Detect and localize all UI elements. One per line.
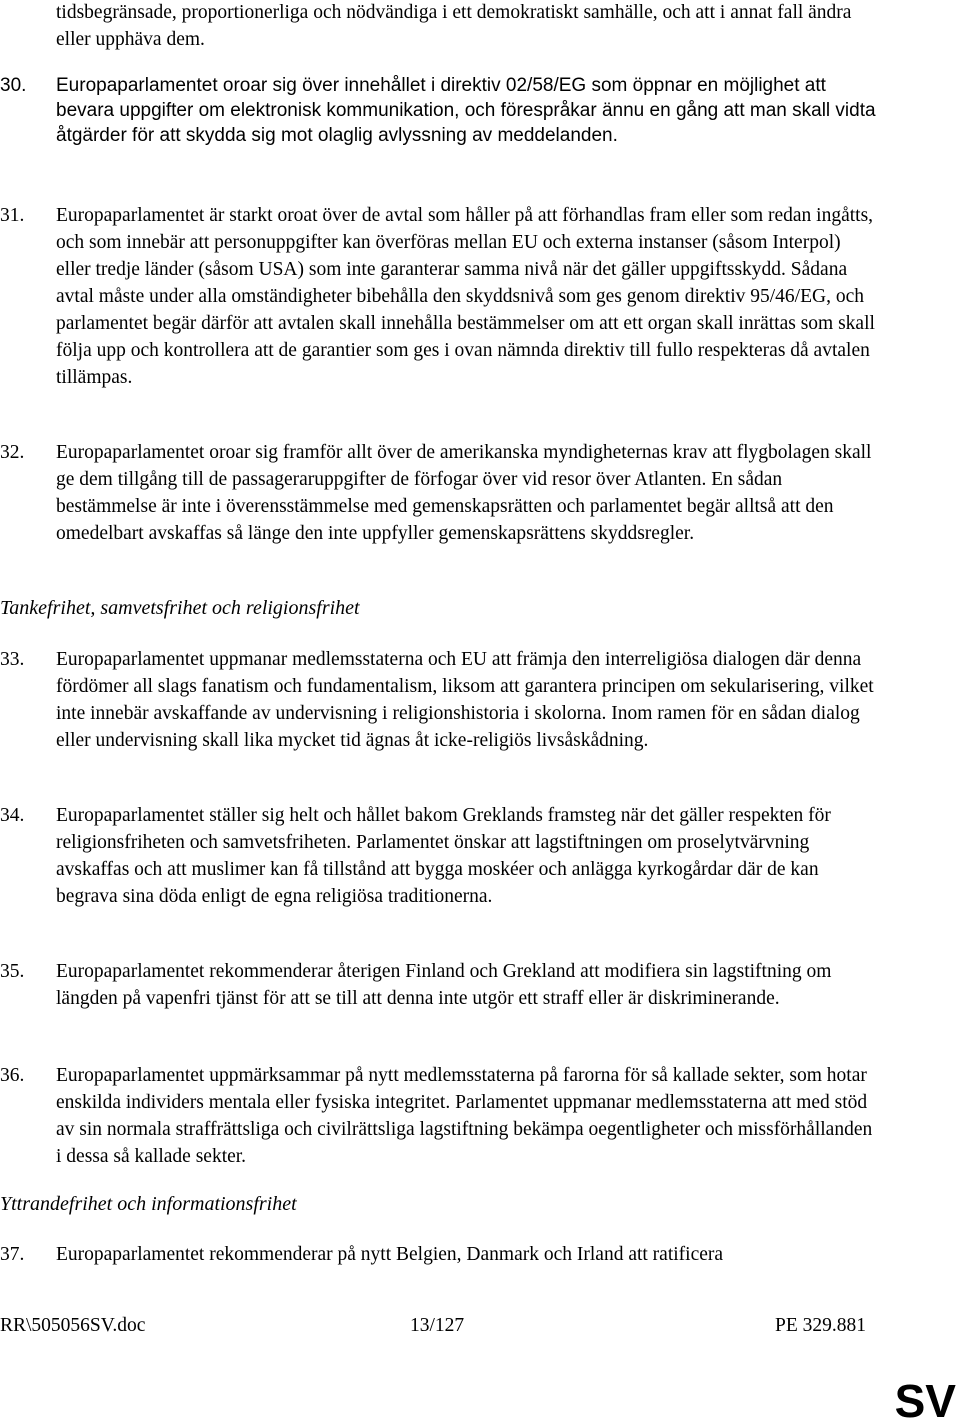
paragraph-number: 33.	[0, 649, 25, 670]
paragraph-30	[0, 73, 876, 148]
section-heading: Tankefrihet, samvetsfrihet och religionsfrihet	[0, 597, 360, 619]
paragraph-36	[0, 1062, 876, 1170]
continuation-paragraph: tidsbegränsade, proportionerliga och nödvändiga i ett demokratiskt samhälle, och att i annat fall ändra eller upphäva dem.	[56, 2, 852, 50]
paragraph-number: 30.	[0, 75, 27, 96]
paragraph-37	[0, 1241, 936, 1268]
footer-doc-reference: RR\505056SV.doc	[0, 1315, 146, 1336]
paragraph-32	[0, 439, 876, 547]
paragraph-35	[0, 958, 876, 1012]
paragraph-number: 34.	[0, 805, 25, 826]
language-code: SV	[894, 1375, 956, 1427]
paragraph-number: 35.	[0, 961, 25, 982]
paragraph-number: 32.	[0, 442, 25, 463]
footer-page-number: 13/127	[410, 1315, 465, 1336]
paragraph-31	[0, 202, 876, 391]
paragraph-text: Europaparlamentet uppmanar medlemsstaterna och EU att främja den interreligiösa dialogen där denna fördömer all slags fanatism och fundamentalism, liksom att garantera principen om sekularisering, vilket inte innebär avskaffande av undervisning i religionshistoria i skolorna. Inom ramen för en sådan dialog eller undervisning skall lika mycket tid ägnas åt icke-religiös livsåskådning.	[56, 649, 874, 751]
paragraph-text: Europaparlamentet ställer sig helt och hållet bakom Greklands framsteg när det gäller respekten för religionsfriheten och samvetsfriheten. Parlamentet önskar att lagstiftningen om proselytvärvning avskaffas och att muslimer kan få tillstånd att bygga moskéer och anlägga kyrkogårdar där de kan begrava sina döda enligt de egna religiösa traditionerna.	[56, 805, 831, 907]
paragraph-text: Europaparlamentet är starkt oroat över de avtal som håller på att förhandlas fram eller som redan ingåtts, och som innebär att personuppgifter kan överföras mellan EU och externa instanser (såsom Interpol) eller tredje länder (såsom USA) som inte garanterar samma nivå när det gäller uppgiftsskydd. Sådana avtal måste under alla omständigheter bibehålla den skyddsnivå som ges genom direktiv 95/46/EG, och parlamentet begär därför att avtalen skall innehålla bestämmelser om att ett organ skall inrättas som skall följa upp och kontrollera att de garantier som ges i ovan nämnda direktiv till fullo respekteras då avtalen tillämpas.	[56, 205, 875, 388]
paragraph-text: Europaparlamentet oroar sig framför allt över de amerikanska myndigheternas krav att flygbolagen skall ge dem tillgång till de passageraruppgifter de förfogar över vid resor över Atlanten. En sådan bestämmelse är inte i överensstämmelse med gemenskapsrätten och parlamentet begär alltså att den omedelbart avskaffas så länge den inte uppfyller gemenskapsrättens skyddsregler.	[56, 442, 872, 544]
paragraph-text: Europaparlamentet rekommenderar återigen Finland och Grekland att modifiera sin lagstiftning om längden på vapenfri tjänst för att se till att denna inte utgör ett straff eller är diskriminerande.	[56, 961, 832, 1009]
continuation-text	[56, 0, 886, 53]
paragraph-text: Europaparlamentet uppmärksammar på nytt medlemsstaterna på farorna för så kallade sekter, som hotar enskilda individers mentala eller fysiska integritet. Parlamentet uppmanar medlemsstaterna att med stöd av sin normala straffrättsliga och civilrättsliga lagstiftning bekämpa oegentligheter och missförhållanden i dessa så kallade sekter.	[56, 1065, 873, 1167]
paragraph-text: Europaparlamentet oroar sig över innehållet i direktiv 02/58/EG som öppnar en möjlighet att bevara uppgifter om elektronisk kommunikation, och förespråkar ännu en gång att man skall vidta åtgärder för att skydda sig mot olaglig avlyssning av meddelanden.	[56, 75, 876, 146]
footer-pe-reference: PE 329.881	[775, 1315, 867, 1336]
paragraph-number: 31.	[0, 205, 25, 226]
paragraph-number: 37.	[0, 1244, 25, 1265]
paragraph-34	[0, 802, 876, 910]
paragraph-number: 36.	[0, 1065, 25, 1086]
paragraph-text: Europaparlamentet rekommenderar på nytt Belgien, Danmark och Irland att ratificera	[56, 1244, 724, 1265]
section-heading: Yttrandefrihet och informationsfrihet	[0, 1193, 297, 1215]
paragraph-33	[0, 646, 876, 754]
